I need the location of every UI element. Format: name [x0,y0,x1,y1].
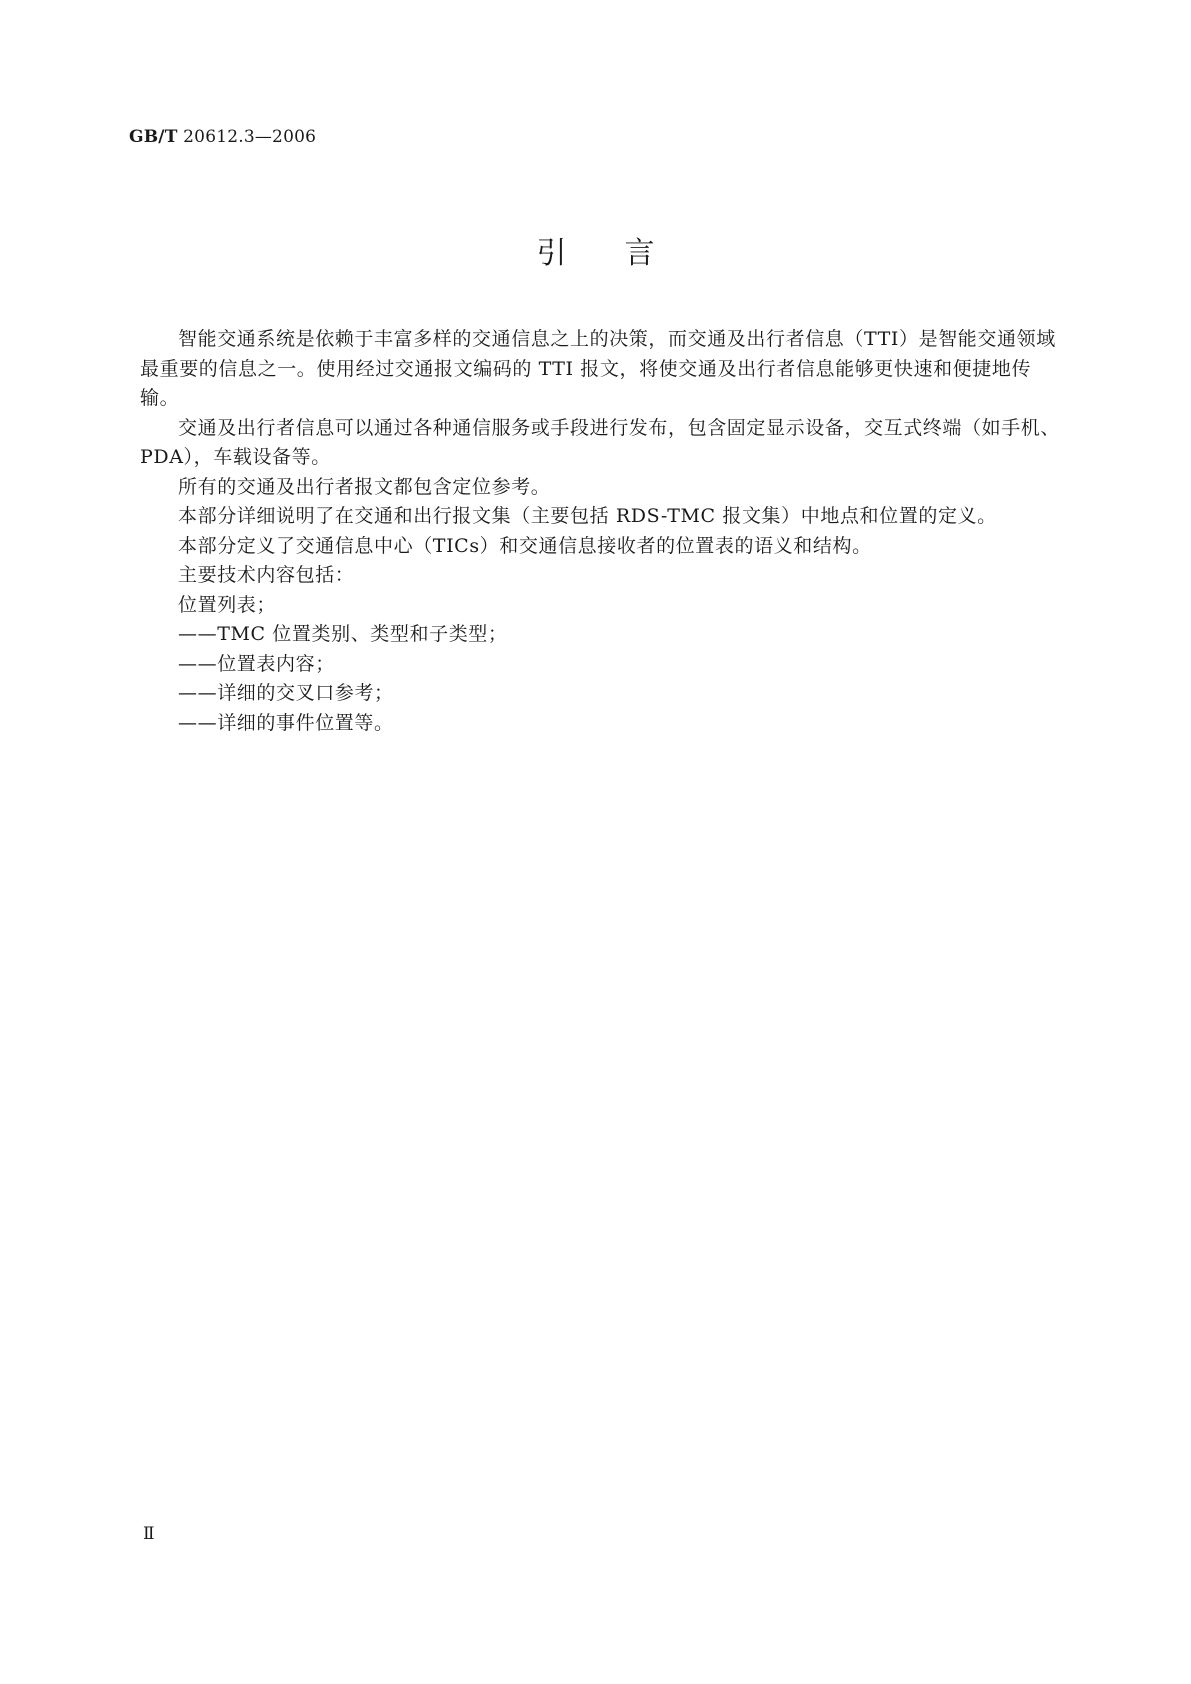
paragraph: 智能交通系统是依赖于丰富多样的交通信息之上的决策，而交通及出行者信息（TTI）是智能交通领域最重要的信息之一。使用经过交通报文编码的 TTI 报文，将使交通及出行者信息能够更快速和便捷地传输。 [140,328,1056,409]
paragraph: 本部分详细说明了在交通和出行报文集（主要包括 RDS-TMC 报文集）中地点和位置的定义。 [178,505,997,527]
standard-prefix: GB/T [129,127,178,147]
standard-header [129,127,316,147]
paragraph: 本部分定义了交通信息中心（TICs）和交通信息接收者的位置表的语义和结构。 [178,534,872,557]
list-item: ——TMC 位置类别、类型和子类型； [178,623,508,645]
page-title: 引言 [536,236,713,271]
list-item: ——详细的交叉口参考； [178,682,394,704]
introduction-body [140,325,1068,738]
standard-number: 20612.3—2006 [183,127,317,147]
page-number: Ⅱ [143,1524,155,1544]
list-item: ——位置表内容； [178,652,335,675]
list-item: ——详细的事件位置等。 [178,711,394,734]
paragraph: 主要技术内容包括： [178,564,355,586]
paragraph: 交通及出行者信息可以通过各种通信服务或手段进行发布，包含固定显示设备，交互式终端（如手机、PDA），车载设备等。 [140,416,1061,468]
paragraph: 所有的交通及出行者报文都包含定位参考。 [178,475,551,498]
list-item: 位置列表； [178,593,277,616]
